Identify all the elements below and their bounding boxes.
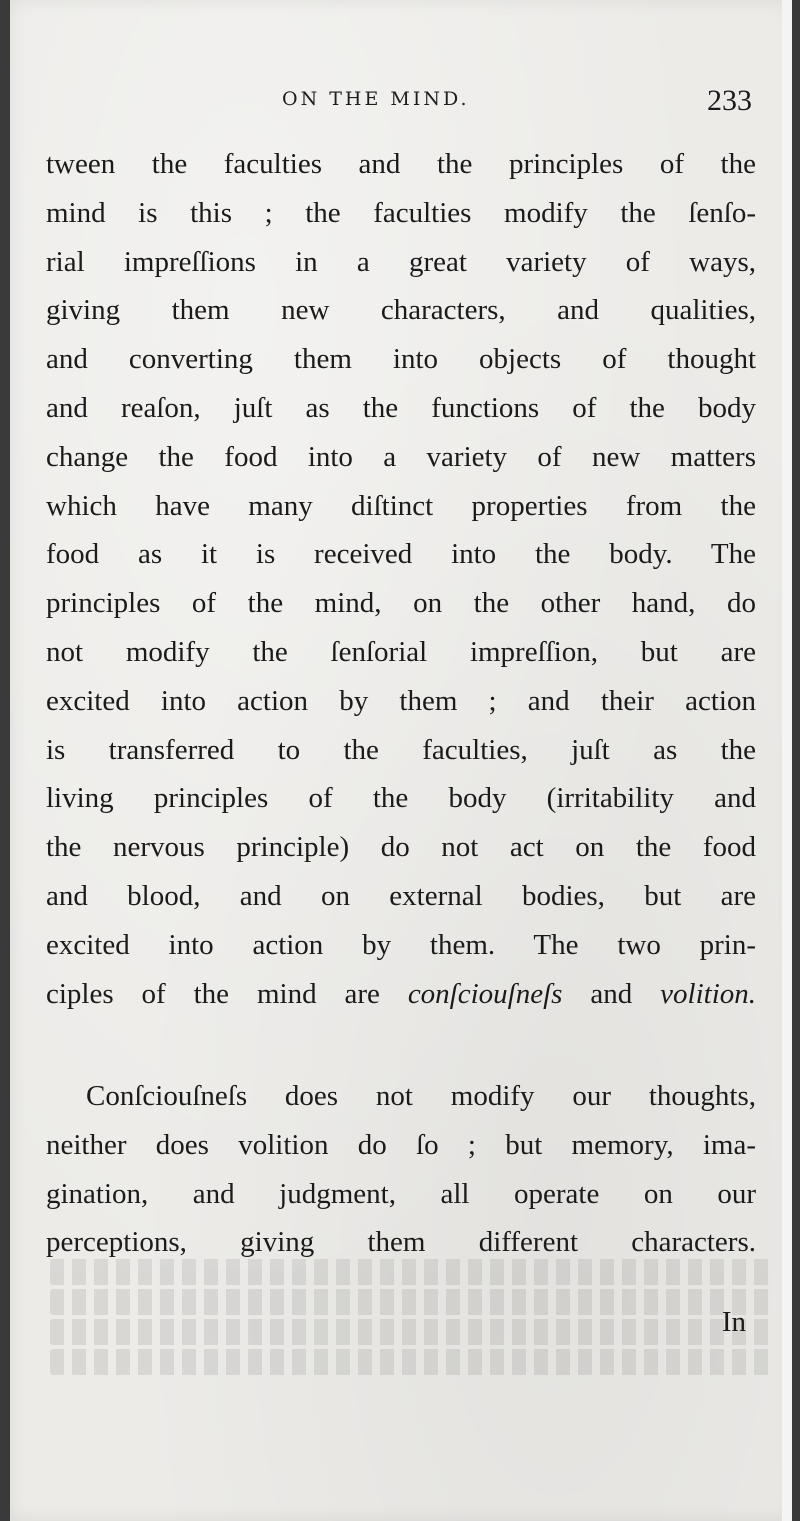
text-line: food as it is received into the body. The [46, 538, 756, 571]
italic-term-consciousness: conſciouſneſs [407, 977, 563, 1010]
text-line: neither does volition do ſo ; but memory, ima- [46, 1128, 756, 1161]
page-number: 233 [707, 84, 752, 117]
text-line: perceptions, giving them different characters. [46, 1226, 756, 1259]
text-line: and converting them into objects of thought [46, 343, 756, 376]
paragraph-2 [46, 1072, 756, 1267]
text-line: tween the faculties and the principles of the [46, 148, 756, 180]
text-line: and reaſon, juſt as the functions of the body [46, 391, 756, 424]
catchword: In [721, 1306, 746, 1338]
page-edge [782, 0, 792, 1521]
show-through-shadow [50, 1255, 770, 1395]
text-line: gination, and judgment, all operate on our [46, 1177, 756, 1210]
text-run: ciples of the mind are [46, 977, 408, 1010]
text-line: and blood, and on external bodies, but are [46, 879, 756, 912]
show-through-line [50, 1289, 770, 1315]
show-through-line [50, 1349, 770, 1375]
text-line: change the food into a variety of new matters [46, 440, 756, 473]
page-header [10, 84, 792, 124]
running-head: ON THE MIND. [282, 88, 470, 110]
italic-term-volition: volition. [660, 977, 756, 1010]
book-page [10, 0, 792, 1521]
text-line: giving them new characters, and qualities, [46, 294, 756, 327]
text-line: excited into action by them ; and their action [46, 684, 756, 717]
text-line-final [46, 970, 756, 1019]
text-line: which have many diſtinct properties from the [46, 489, 756, 522]
text-run: and [562, 977, 661, 1010]
text-line: is transferred to the faculties, juſt as the [46, 733, 756, 766]
text-line: the nervous principle) do not act on the food [46, 831, 756, 864]
text-line: principles of the mind, on the other hand, do [46, 587, 756, 620]
text-line: Conſciouſneſs does not modify our thoughts, [86, 1080, 756, 1112]
text-line: mind is this ; the faculties modify the ſenſo- [46, 196, 756, 229]
text-line: rial impreſſions in a great variety of ways, [46, 245, 756, 278]
show-through-line [50, 1319, 770, 1345]
text-line: not modify the ſenſorial impreſſion, but are [46, 635, 756, 668]
paragraph-1 [46, 140, 756, 1018]
text-line: living principles of the body (irritability and [46, 782, 756, 815]
text-line: excited into action by them. The two prin- [46, 928, 756, 961]
